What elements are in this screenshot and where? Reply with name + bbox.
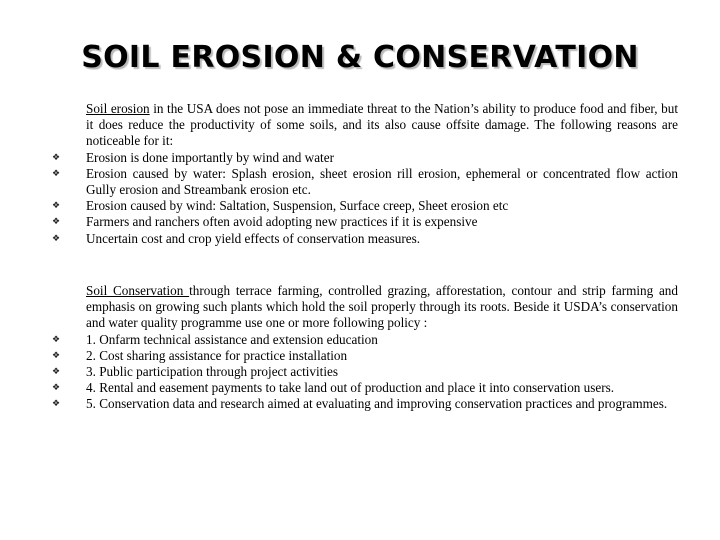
bullet-text: 4. Rental and easement payments to take land out of production and place it into conservation users.: [86, 380, 615, 396]
erosion-intro-text: in the USA does not pose an immediate threat to the Nation’s ability to produce food and fiber, but it does reduce the productivity of some soils, and its also cause offsite damage. The following reasons are noticeable for it:: [86, 101, 679, 149]
bullet-item: [52, 165, 678, 198]
diamond-bullet-icon: ❖: [52, 399, 61, 410]
bullet-item: [52, 364, 678, 380]
bullet-text: Farmers and ranchers often avoid adopting new practices if it is expensive: [86, 214, 478, 230]
bullet-text: 5. Conservation data and research aimed at evaluating and improving conservation practices and programmes.: [86, 396, 668, 412]
diamond-bullet-icon: ❖: [52, 334, 61, 345]
diamond-bullet-icon: ❖: [52, 168, 61, 179]
erosion-intro-term: Soil erosion: [86, 101, 150, 116]
diamond-bullet-icon: ❖: [52, 152, 61, 163]
bullet-item: [52, 198, 678, 214]
diamond-bullet-icon: ❖: [52, 201, 61, 212]
diamond-bullet-icon: ❖: [52, 233, 61, 244]
diamond-bullet-icon: ❖: [52, 350, 61, 361]
erosion-intro: [86, 101, 678, 150]
diamond-bullet-icon: ❖: [52, 217, 61, 228]
bullet-text: Erosion caused by wind: Saltation, Suspension, Surface creep, Sheet erosion etc: [86, 198, 509, 214]
diamond-bullet-icon: ❖: [52, 383, 61, 394]
erosion-section: [52, 101, 679, 247]
bullet-item: [52, 396, 678, 412]
bullet-item: [52, 214, 678, 230]
bullet-item: [52, 347, 678, 364]
bullet-item: [52, 230, 678, 247]
conservation-intro-term: Soil Conservation: [86, 283, 190, 298]
bullet-text: 1. Onfarm technical assistance and extension education: [86, 331, 378, 347]
bullet-text: 2. Cost sharing assistance for practice installation: [86, 347, 348, 363]
conservation-section: [52, 283, 678, 413]
bullet-text: Erosion caused by water: Splash erosion, sheet erosion rill erosion, ephemeral or concentrated flow action Gully erosion and Streambank erosion etc.: [86, 165, 678, 198]
conservation-intro: [86, 283, 678, 332]
slide-title: SOIL EROSION & CONSERVATION: [81, 40, 639, 75]
bullet-item: [52, 331, 678, 348]
bullet-text: Erosion is done importantly by wind and water: [86, 149, 334, 165]
bullet-text: 3. Public participation through project activities: [86, 364, 338, 380]
bullet-item: [52, 149, 678, 166]
bullet-item: [52, 380, 678, 396]
conservation-intro-text: through terrace farming, controlled grazing, afforestation, contour and strip farming and emphasis on growing such plants which hold the soil properly through its roots. Beside it USDA’s conservation and water quality programme use one or more following policy :: [86, 283, 678, 331]
diamond-bullet-icon: ❖: [52, 367, 61, 378]
bullet-text: Uncertain cost and crop yield effects of conservation measures.: [86, 230, 421, 246]
